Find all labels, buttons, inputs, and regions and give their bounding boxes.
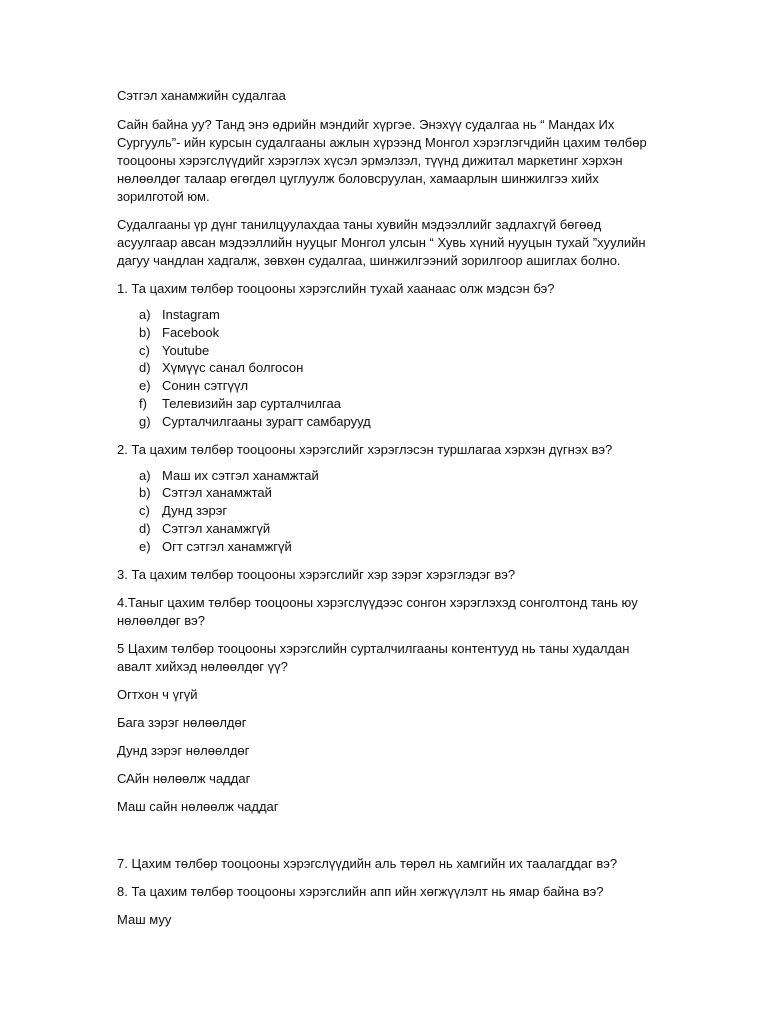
option-item: [117, 413, 657, 431]
option-letter: a): [139, 467, 151, 483]
question-2-options: [117, 467, 657, 556]
option-letter: b): [139, 324, 151, 340]
question-7: 7. Цахим төлбөр тооцооны хэрэгслүүдийн аль төрөл нь хамгийн их таалагддаг вэ?: [117, 855, 618, 871]
option-letter: b): [139, 485, 151, 501]
option-letter: a): [139, 307, 151, 322]
answer-line: САйн нөлөөлж чаддаг: [117, 770, 251, 786]
option-label: Instagram: [162, 307, 220, 322]
option-item: [117, 342, 657, 360]
option-item: [117, 484, 657, 502]
answer-line: Бага зэрэг нөлөөлдөг: [117, 714, 247, 730]
answer-line: Огтхон ч үгүй: [117, 686, 198, 702]
option-item: [117, 395, 657, 413]
intro-paragraph-2: Судалгааны үр дүнг танилцуулахдаа таны хувийн мэдээллийг задлахгүй бөгөөд асуулгаар авсан мэдээллийн нууцыг Монгол улсын “ Хувь хүний нууцын тухай ”хуулийн дагуу чандлан хадгалж, зөвхөн судалгаа, шинжилгээний зорилгоор ашиглах болно.: [117, 217, 646, 268]
option-label: Сэтгэл ханамжтай: [162, 485, 272, 501]
answer-line: Маш сайн нөлөөлж чаддаг: [117, 798, 279, 814]
answer-line: Дунд зэрэг нөлөөлдөг: [117, 742, 250, 758]
option-letter: d): [139, 520, 151, 536]
question-4: 4.Таныг цахим төлбөр тооцооны хэрэгслүүдээс сонгон хэрэглэхэд сонголтонд тань юу нөлөөлдөг вэ?: [117, 594, 638, 628]
blank-space: [117, 826, 657, 855]
question-2: 2. Та цахим төлбөр тооцооны хэрэгслийг хэрэглэсэн туршлагаа хэрхэн дүгнэх вэ?: [117, 441, 613, 457]
option-label: Хүмүүс санал болгосон: [162, 360, 304, 376]
question-8: 8. Та цахим төлбөр тооцооны хэрэгслийн апп ийн хөгжүүлэлт нь ямар байна вэ?: [117, 883, 604, 899]
question-5: 5 Цахим төлбөр тооцооны хэрэгслийн сурталчилгааны контентууд нь таны худалдан авалт хийхэд нөлөөлдөг үү?: [117, 640, 630, 674]
document-title: Сэтгэл ханамжийн судалгаа: [117, 88, 286, 103]
option-letter: e): [139, 378, 151, 394]
option-label: Дунд зэрэг: [162, 503, 228, 519]
option-letter: g): [139, 413, 151, 429]
option-label: Сэтгэл ханамжгүй: [162, 520, 271, 536]
option-label: Сурталчилгааны зурагт самбарууд: [162, 413, 371, 429]
option-label: Facebook: [162, 324, 220, 340]
option-item: [117, 502, 657, 520]
option-item: [117, 467, 657, 485]
option-label: Сонин сэтгүүл: [162, 378, 249, 394]
question-1: 1. Та цахим төлбөр тооцооны хэрэгслийн тухай хаанаас олж мэдсэн бэ?: [117, 281, 555, 296]
option-label: Youtube: [162, 342, 210, 358]
document-page: [117, 87, 657, 939]
option-letter: f): [139, 395, 147, 411]
option-item: [117, 324, 657, 342]
intro-paragraph-1: Сайн байна уу? Танд энэ өдрийн мэндийг хүргэе. Энэхүү судалгаа нь “ Мандах Их Сургууль”- ийн курсын судалгааны ажлын хүрээнд Монгол хэрэглэгчдийн цахим төлбөр тооцооны хэрэгслүүдийг хэрэглэх хүсэл эрмэлзэл, түүнд дижитал маркетинг хэрхэн нөлөөлдөг талаар өгөгдөл цуглуулж боловсруулан, хамаарлын шинжилгээ хийх зорилготой юм.: [117, 117, 647, 204]
option-item: [117, 377, 657, 395]
option-item: [117, 359, 657, 377]
option-label: Телевизийн зар сурталчилгаа: [162, 395, 341, 411]
option-letter: d): [139, 360, 151, 376]
option-item: [117, 306, 657, 324]
option-letter: c): [139, 342, 150, 358]
question-3: 3. Та цахим төлбөр тооцооны хэрэгслийг хэр зэрэг хэрэглэдэг вэ?: [117, 566, 516, 582]
option-letter: e): [139, 538, 151, 554]
option-letter: c): [139, 503, 150, 519]
answer-line: Маш муу: [117, 911, 172, 927]
option-item: [117, 520, 657, 538]
question-1-options: [117, 306, 657, 431]
option-item: [117, 538, 657, 556]
option-label: Маш их сэтгэл ханамжтай: [162, 467, 319, 483]
option-label: Огт сэтгэл ханамжгүй: [162, 538, 292, 554]
